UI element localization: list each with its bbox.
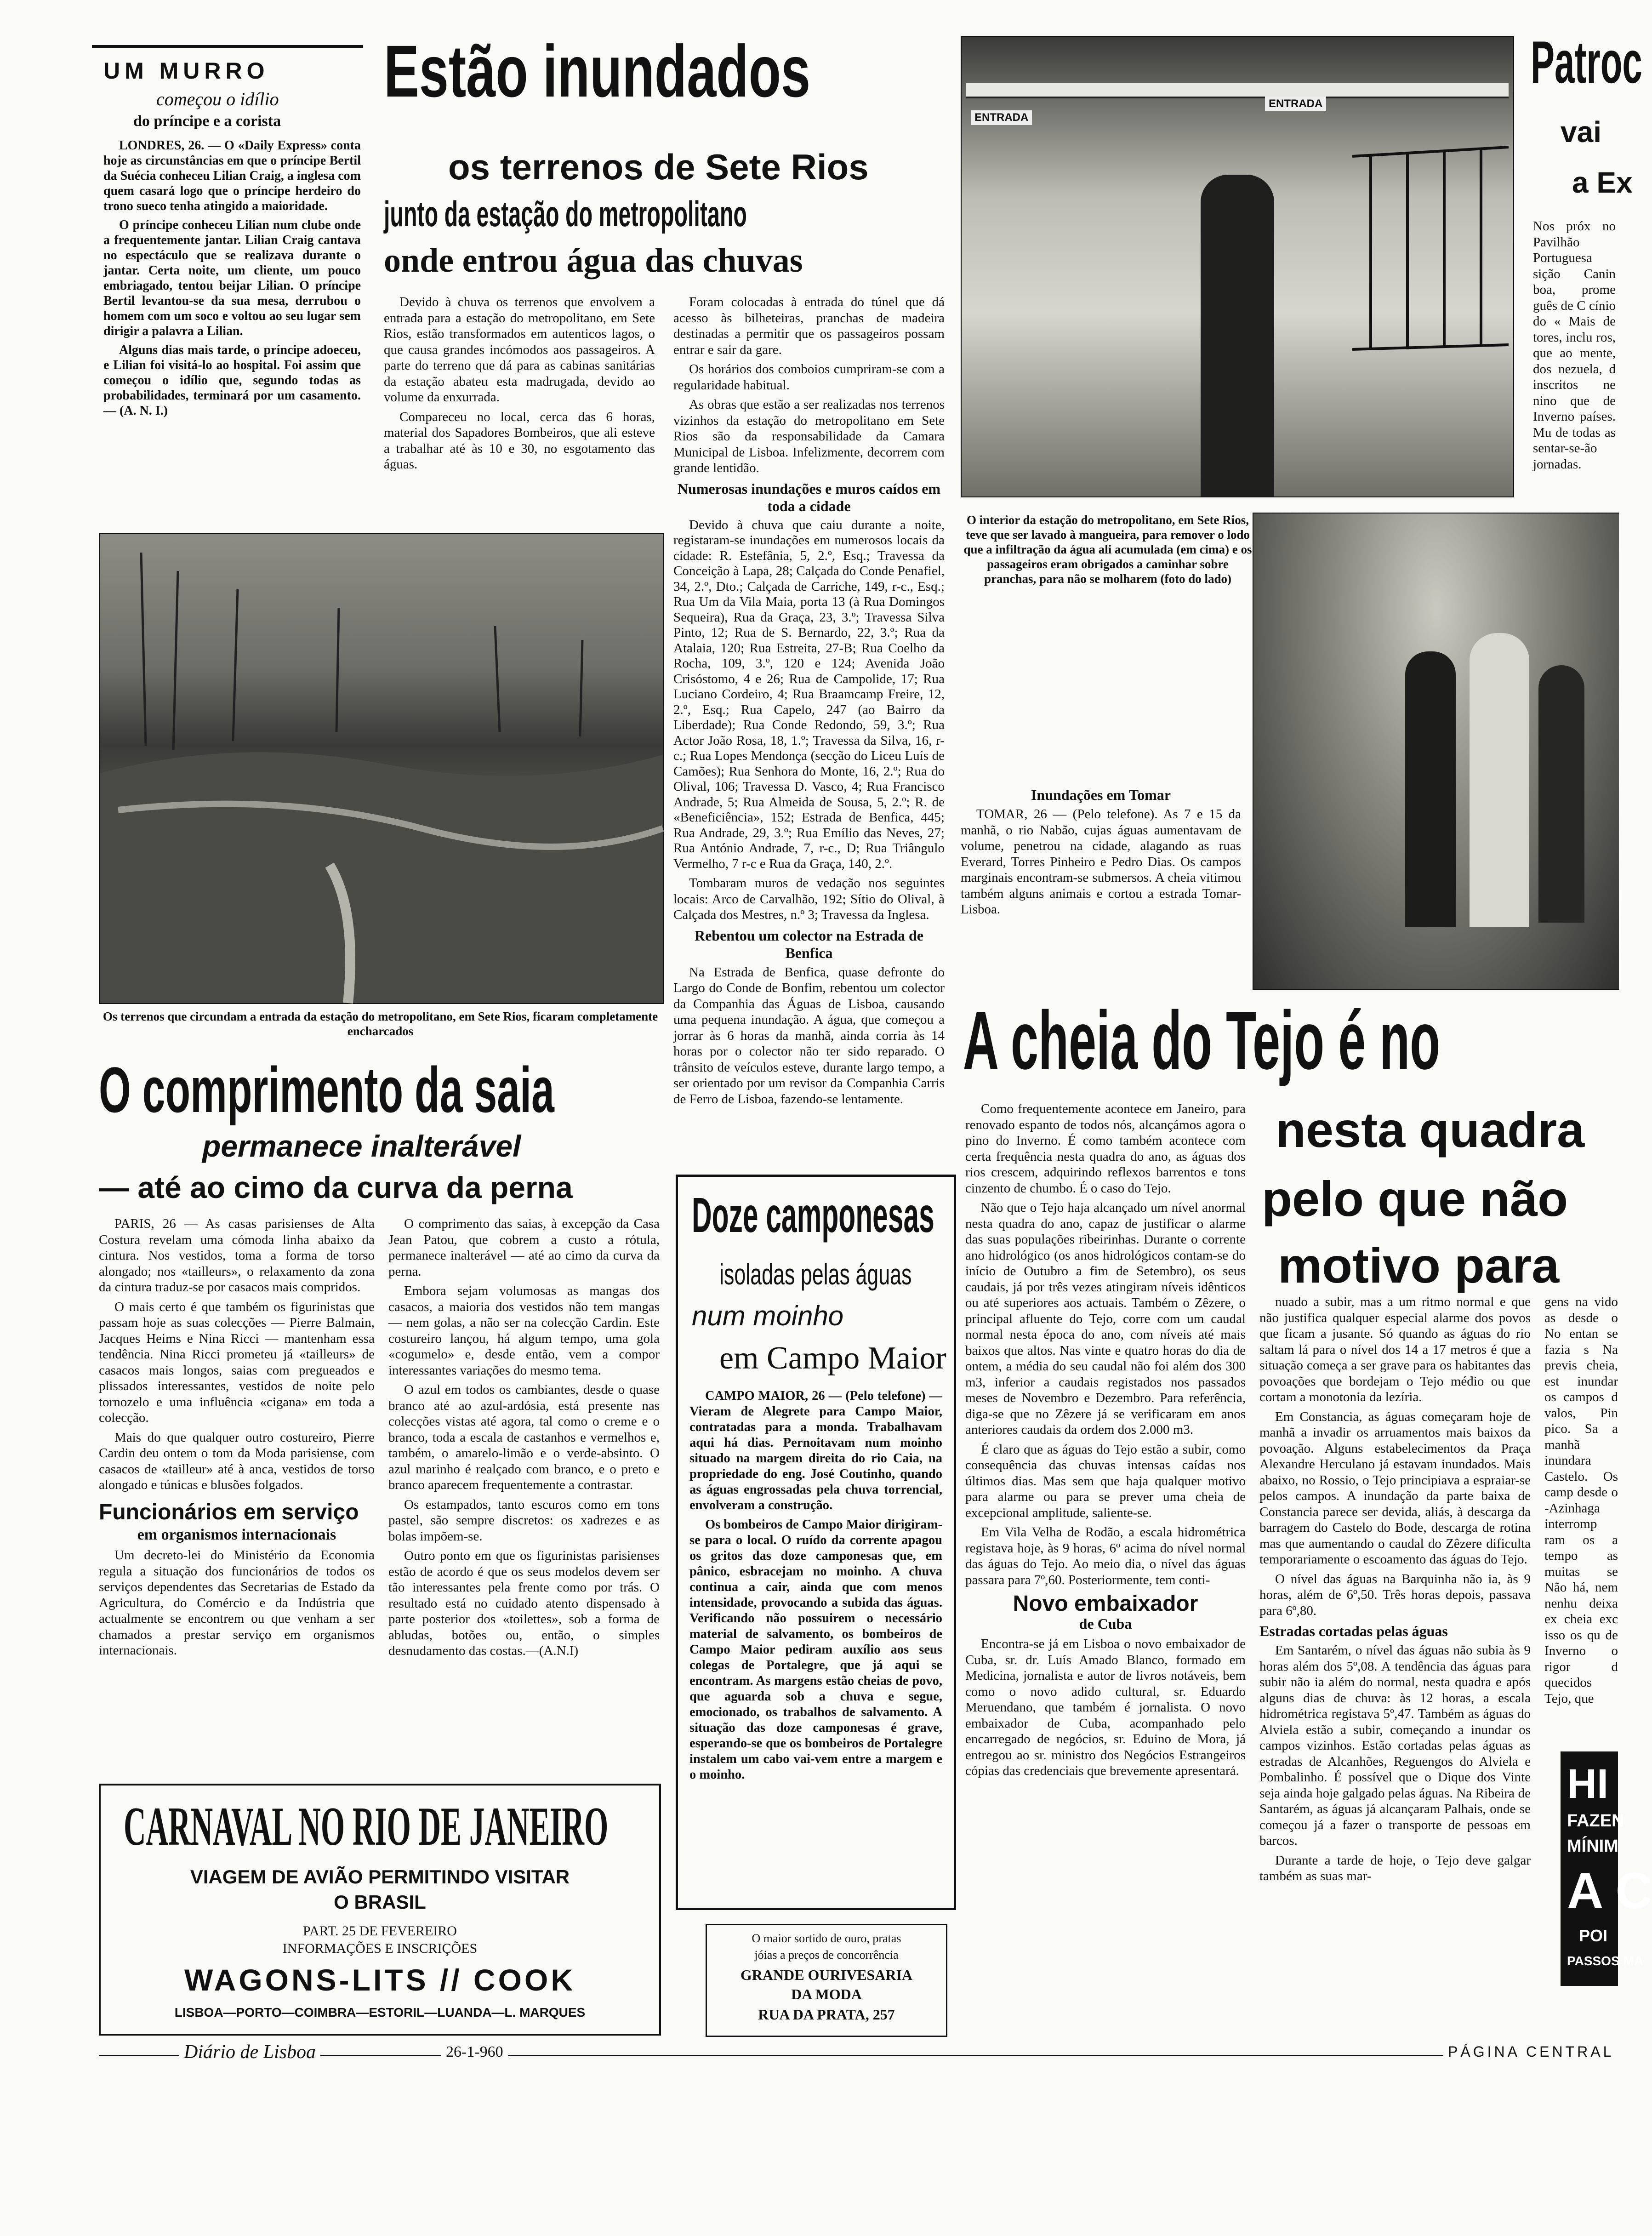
metro-sign-2: ENTRADA: [1265, 97, 1326, 111]
inundados-sub3: onde entrou água das chuvas: [384, 242, 803, 280]
inundados-paragraph: Foram colocadas à entrada do túnel que dá acesso às bilheteiras, pranchas de madeira destinadas a permitir que os passageiros possam entrar e sair da gare.: [673, 295, 945, 357]
right-ad-l3: MÍNIM: [1567, 1837, 1618, 1856]
murro-kicker: UM MURRO: [103, 58, 269, 84]
tejo-col1: [965, 1101, 1246, 1783]
saia-paragraph: Embora sejam volumosas as mangas dos casacos, a maioria dos vestidos não tem mangas — nem golas, a não ser na colecção Cardin. Este costureiro lançou, há algum tempo, uma gola «cogumelo» e, desde então, vem a compor interessantes variações do mesmo tema.: [388, 1283, 660, 1378]
passenger-figure: [1470, 633, 1529, 927]
tejo-paragraph: Como frequentemente acontece em Janeiro, para renovado espanto de todos nós, alcançámos agora o pino do Inverno. É como também acontece com certa frequência nesta quadra do ano, as águas dos rios crescem, adquirindo reflexos barrentos e tons cinzento de chumbo. É o caso do Tejo.: [965, 1101, 1246, 1196]
estradas-paragraph: Durante a tarde de hoje, o Tejo deve galgar também as suas mar-: [1259, 1853, 1531, 1883]
embaixador-sub: de Cuba: [1079, 1615, 1132, 1632]
right-edge-ad[interactable]: [1561, 1751, 1652, 1986]
inundados-sub2: junto da estação do metropolitano: [384, 194, 747, 234]
terrain-photo: [99, 533, 664, 1004]
carnaval-cities: LISBOA—PORTO—COIMBRA—ESTORIL—LUANDA—L. MARQUES: [174, 2005, 586, 2019]
passenger-figure: [1405, 651, 1456, 927]
carnaval-line2: O BRASIL: [334, 1891, 426, 1913]
saia-sub1: permanece inalterável: [202, 1129, 521, 1163]
tomar-paragraph: TOMAR, 26 — (Pelo telefone). As 7 e 15 da manhã, o rio Nabão, cujas águas aumentavam de volume, penetrou na cidade, alagando as ruas Everard, Torres Pinheiro e Pedro Dias. Os campos marginais encontram-se submersos. A cheia vitimou também alguns animais e cortou a estrada Tomar-Lisboa.: [961, 807, 1241, 917]
saia-paragraph: O azul em todos os cambiantes, desde o quase branco até ao azul-ardósia, está presente nas colecções vistas até agora, tal como o creme e o branco, toda a escala de castanhos e vermelhos e, também, o amarelo-limão e o verde-absinto. O azul marinho é realçado com branco, e o preto e branco aparecem frequentemente a contrastar.: [388, 1382, 660, 1492]
terrain-photo-art: [100, 534, 663, 1003]
tejo-paragraph: Em Vila Velha de Rodão, a escala hidrométrica registava hoje, às 9 horas, 6º acima do nível normal das águas do Tejo. Ao meio dia, o nível das águas passara para 7º,60. Posteriormente, tem conti-: [965, 1525, 1246, 1587]
tejo-sub1: nesta quadra: [1276, 1102, 1585, 1158]
murro-paragraph: Alguns dias mais tarde, o príncipe adoeceu, e Lilian foi visitá-lo ao hospital. Foi assim que começou o idílio que, segundo todas as probabilidades, terminará por um casamento. — (A. N. I.): [103, 343, 361, 418]
tejo-col2: [1259, 1294, 1531, 1888]
saia-paragraph: Os estampados, tanto escuros como em tons pastel, são sempre discretos: os xadrezes e as bolas impõem-se.: [388, 1497, 660, 1544]
right-ad-l6: PASSOS MA: [1567, 1954, 1643, 1968]
passenger-figure: [1538, 665, 1584, 923]
metro-sign-1: ENTRADA: [971, 110, 1032, 125]
saia-paragraph: Outro ponto em que os figurinistas parisienses estão de acordo é que os seus modelos devem ser tão interessantes pela frente como por trás. O resultado está no cuidado atento dispensado à parte posterior dos «toilettes», sob a forma de abludas, botões ou, então, o simples desnudamento das costas.—(A.N.I): [388, 1548, 660, 1658]
tejo-paragraph: Em Constancia, as águas começaram hoje de manhã a invadir os arruamentos mais baixos da povoação. Alguns estabelecimentos da Praça Alexandre Herculano já estavam inundados. Mais abaixo, no Rossio, o Tejo principiava a espraiar-se pelos campos. A inundação da parte baixa de Constancia parece ser devida, aliás, à descarga da barragem do Castelo do Bode, descarga de rotina mas que aumentando o caudal do Zêzere dificulta temporariamente o escoamento das águas do Tejo.: [1259, 1409, 1531, 1567]
saia-sub2: — até ao cimo da curva da perna: [99, 1170, 573, 1204]
ourives-name1: GRANDE OURIVESARIA: [740, 1967, 913, 1983]
camponesas-h4: em Campo Maior: [719, 1340, 946, 1376]
patroc-h2: vai: [1561, 115, 1601, 148]
camponesas-h2: isoladas pelas águas: [719, 1258, 912, 1291]
patroc-h1: Patroc: [1531, 29, 1642, 96]
carnaval-line1: VIAGEM DE AVIÃO PERMITINDO VISITAR: [190, 1866, 570, 1888]
patroc-paragraph: Nos próx no Pavilhão Portuguesa sição Canin boa, prome guês de C cínio do « Mais de tores, inclu ros, que ao mente, dos nezuela, d inscritos ne nino que de Inverno países. Mu de todas as sentar-se-ão jornadas.: [1533, 219, 1616, 472]
camponesas-h3: num moinho: [692, 1301, 844, 1331]
right-ad-l1: HI: [1567, 1761, 1608, 1807]
muros-paragraph: Tombaram muros de vedação nos seguintes locais: Arco de Carvalhão, 192; Sítio do Olival, à Calçada dos Mestres, n.º 3; Travessa da Inglesa.: [673, 876, 945, 922]
murro-title-1: começou o idílio: [156, 89, 279, 109]
inundados-col1: [384, 294, 655, 476]
metro-worker: [1201, 175, 1274, 496]
patroc-text: [1533, 218, 1616, 494]
ourives-name2: DA MODA: [791, 1986, 862, 2002]
carnaval-line3: PART. 25 DE FEVEREIRO: [303, 1923, 457, 1939]
tejo-sub3: motivo para: [1278, 1238, 1560, 1293]
saia-paragraph: O mais certo é que também os figurinistas que passam hoje as suas colecções — Pierre Balmain, Jacques Heims e Nina Ricci — mantenham essa tendência. Nina Ricci prometeu já «tailleurs» de casacos mais longos, saias com pregueados e plissados interessantes, vestidos de noite pelo tornozelo e uma influência «cigana» em toda a colecção.: [99, 1299, 375, 1425]
carnaval-brand: WAGONS-LITS // COOK: [184, 1963, 575, 1997]
colector-continuation: [961, 671, 1241, 921]
saia-paragraph: Mais do que qualquer outro costureiro, Pierre Cardin deu ontem o tom da Moda parisiense, com casacos de «tailleur» até à anca, vestidos de torso alongado e túnicas e blusões folgados.: [99, 1430, 375, 1492]
metro-interior-photo: [961, 36, 1514, 497]
right-ad-l4: A C: [1567, 1863, 1652, 1919]
inundados-paragraph: Os horários dos comboios cumpriram-se com a regularidade habitual.: [673, 362, 945, 393]
terrain-caption: Os terrenos que circundam a entrada da estação do metropolitano, em Sete Rios, ficaram completamente encharcados: [103, 1010, 658, 1038]
inundados-sub1: os terrenos de Sete Rios: [448, 147, 869, 187]
metro-railing: [1352, 129, 1509, 359]
carnaval-title: CARNAVAL NO RIO DE JANEIRO: [124, 1796, 609, 1857]
footer-masthead: Diário de Lisboa: [179, 2041, 320, 2063]
camponesas-paragraph: Os bombeiros de Campo Maior dirigiram-se para o local. O ruído da corrente apagou os gritos das doze camponesas que, em pânico, esbracejam no moinho. A chuva continua a cair, ainda que com menos intensidade, provocando a subida das águas. Verificando não possuirem o necessário material de salvamento, os bombeiros de Campo Maior pediram auxílio aos seus colegas de Portalegre, que já aqui se encontram. As margens estão cheias de povo, que aguarda sob a chuva e segue, emocionado, os trabalhos de salvamento. A situação das doze camponesas é grave, esperando-se que os bombeiros de Portalegre instalem um cabo vai-vem entre a margem e o moinho.: [689, 1517, 942, 1782]
estradas-heading: Estradas cortadas pelas águas: [1259, 1623, 1448, 1639]
embaixador-paragraph: Encontra-se já em Lisboa o novo embaixador de Cuba, sr. dr. Luís Amado Blanco, formado em Medicina, jornalista e autor de livros notáveis, bem como o novo adido cultural, sr. Eduardo Meruendano, que também é jornalista. O novo embaixador de Cuba, acompanhado pelo encarregado de negócios, sr. Eduino de Mora, já entregou ao sr. ministro dos Negócios Estrangeiros cópias das credenciais que brevemente apresentará.: [965, 1637, 1246, 1778]
funcionarios-sub: em organismos internacionais: [137, 1526, 336, 1543]
camponesas-h1: Doze camponesas: [692, 1187, 934, 1243]
saia-col2: [388, 1216, 660, 1663]
estradas-paragraph: Em Santarém, o nível das águas não subia às 9 horas além dos 5º,08. A tendência das águas para subir não ia além do normal, nesta quadra e após alguns dias de chuva: às 12 horas, a escala hidrométrica registava 5º,47. Também as águas do Alviela estão a subir, começando a inundar os campos vizinhos. Estão cortadas pelas águas as estradas de Alcanhões, Reguengos do Alviela e Pombalinho. É possível que o Dique dos Vinte seja ainda hoje galgado pelas águas. Na Ribeira de Santarém, as águas já alcançaram Palhais, onde se começou já a fazer o transporte de pessoas em barcos.: [1259, 1643, 1531, 1848]
passengers-photo: [1253, 513, 1619, 990]
tejo-paragraph: Não que o Tejo haja alcançado um nível anormal nesta quadra do ano, capaz de justificar o alarme das suas populações ribeirinhas. Durante o corrente ano hidrológico (os anos hidrológicos contam-se do início de Outubro a fim de Setembro), os seus caudais, já por três vezes atingiram níveis idênticos ou até superiores aos actuais. Também o Zêzere, o principal afluente do Tejo, corre com um caudal normal nesta época do ano, com níveis até mais baixos que altos. Nas vinte e quatro horas do dia de ontem, a média do seu caudal não foi além dos 300 m3, inferior a caudais registados nos passados meses de Novembro e Dezembro. Para referência, diga-se que no Zêzere já se verificaram em anos anteriores caudais da ordem dos 2.000 m3.: [965, 1200, 1246, 1437]
carnaval-ad[interactable]: [99, 1784, 661, 2036]
saia-paragraph: O comprimento das saias, à excepção da Casa Jean Patou, que cobrem a custo a rótula, permanece inalterável — até ao cimo da curva da perna.: [388, 1216, 660, 1279]
ourivesaria-ad[interactable]: [706, 1924, 947, 2037]
carnaval-line4: INFORMAÇÕES E INSCRIÇÕES: [282, 1941, 478, 1956]
camponesas-paragraph: CAMPO MAIOR, 26 — (Pelo telefone) — Vieram de Alegrete para Campo Maior, contratadas para a monda. Trabalhavam aqui há dias. Pernoitavam num moinho situado na margem direita do rio Caia, na propriedade do eng. José Coutinho, quando as águas engrossadas pela chuva torrencial, envolveram a construção.: [689, 1389, 942, 1512]
colector-heading: Rebentou um colector na Estrada de Benfica: [694, 927, 924, 961]
inundados-col2: [673, 294, 945, 1107]
murro-title-2: do príncipe e a corista: [133, 113, 281, 130]
tejo-paragraph: O nível das águas na Barquinha não ia, às 9 horas, além de 6º,50. Três horas depois, passava para 6º,80.: [1259, 1571, 1531, 1618]
inundados-paragraph: As obras que estão a ser realizadas nos terrenos vizinhos da estação do metropolitano em Sete Rios são da responsabilidade da Camara Municipal de Lisboa. Infelizmente, decorrem com grande lentidão.: [673, 397, 945, 475]
saia-paragraph: PARIS, 26 — As casas parisienses de Alta Costura revelam uma cómoda linha abaixo da cintura. Nos vestidos, toma a forma de torso alongado; nos «tailleurs», o relaxamento da zona da cintura traduz-se por casacos mais compridos.: [99, 1216, 375, 1295]
funcionarios-paragraph: Um decreto-lei do Ministério da Economia regula a situação dos funcionários de todos os serviços dependentes das Secretarias de Estado da Agricultura, do Comércio e da Indústria que actualmente se encontrem ou que venham a ser chamados a prestar serviço em organismos internacionais.: [99, 1548, 375, 1658]
colector-paragraph: Na Estrada de Benfica, quase defronte do Largo do Conde de Bonfim, rebentou um colector da Companhia das Águas de Lisboa, causando uma pequena inundação. A água, que começou a jorrar às 6 horas da manhã, ainda corria às 14 horas por o colector não ter sido reparado. O trânsito de veículos esteve, durante largo tempo, a ser orientado por um revisor da Companhia Carris de Ferro de Lisboa, fazendo-se lentamente.: [673, 964, 945, 1107]
tejo-paragraph: É claro que as águas do Tejo estão a subir, como consequência das chuvas intensas caídas nos últimos dias. Mas sem que haja qualquer motivo para alarme ou para se prever uma cheia de excepcional amplitude, saliente-se.: [965, 1442, 1246, 1520]
ourives-line2: jóias a preços de concorrência: [754, 1948, 899, 1962]
footer-date: 26-1-960: [441, 2043, 508, 2061]
murro-body: [103, 138, 361, 422]
right-ad-l5: POI: [1579, 1926, 1608, 1945]
right-ad-l2: FAZEN: [1567, 1811, 1624, 1831]
metro-ceiling-band: [966, 83, 1509, 98]
tejo-sub2: pelo que não: [1262, 1171, 1568, 1226]
footer-rule: [99, 2055, 1618, 2056]
ourives-addr: RUA DA PRATA, 257: [758, 2006, 895, 2023]
metro-caption: O interior da estação do metropolitano, em Sete Rios, teve que ser lavado à mangueira, para remover o lodo que a infiltração da água ali acumulada (em cima) e os passageiros eram obrigados a caminhar sobre pranchas, para não se molharem (foto do lado): [963, 513, 1252, 586]
funcionarios-heading: Funcionários em serviço: [99, 1500, 359, 1524]
footer-page: PÁGINA CENTRAL: [1443, 2043, 1618, 2060]
camponesas-box: [676, 1175, 956, 1910]
saia-col1: [99, 1216, 375, 1662]
murro-paragraph: O príncipe conheceu Lilian num clube onde a frequentemente jantar. Lilian Craig cantava no espectáculo que se realizava durante o jantar. Certa noite, um cliente, um pouco embriagado, tentou beijar Lilian. O príncipe Bertil levantou-se da sua mesa, derrubou o homem com um soco e voltou ao seu lugar sem dirigir a palavra a Lilian.: [103, 218, 361, 338]
inundacoes-list: Devido à chuva que caiu durante a noite, registaram-se inundações em numerosos locais da cidade: R. Estefânia, 5, 2.º, Esq.; Travessa da Conceição à Lapa, 28; Calçada do Conde Penafiel, 34, 2.º, Dto.; Calçada de Carriche, 149, r-c., Esq.; Rua Um da Vila Maia, porta 13 (à Rua Domingos Sequeira), Rua da Graça, 23, 3.º; Travessa Silva Pinto, 12; Rua de S. Bernardo, 22, 3.º; Rua da Atalaia, 120; Rua Estreita, 27-B; Rua Coelho da Rocha, 109, 3.º, 120 e 124; Avenida João Crisóstomo, 4 e 26; Rua de Campolide, 17; Rua Luciano Cordeiro, 4; Rua Braamcamp Freire, 12, 2.º, Esq.; Rua Capelo, 247 (ao Bairro da Liberdade); Rua Conde Redondo, 59, 3.º; Rua Actor João Rosa, 18, 1.º; Travessa da Silva, 16, r-c.; Rua Lopes Mendonça (secção do Liceu Luís de Camões); Rua Senhora do Monte, 16, 2.º; Rua do Olival, 106; Travessa D. Vasco, 4; Rua Francisco Andrade, 5; Rua Almeida de Sousa, 5, 2.º; R. de «Beneficiência», 152; Estrada de Benfica, 445; Rua Andrade, 29, 3.º; Rua Emílio das Neves, 27; Rua António Andrade, 7, r-c., D; Rua Triângulo Vermelho, 7 r-c e Rua da Graça, 140, 2.º.: [673, 517, 945, 871]
tejo-col3: [1544, 1294, 1618, 1735]
saia-headline: O comprimento da saia: [99, 1054, 554, 1126]
inundados-paragraph: Compareceu no local, cerca das 6 horas, material dos Sapadores Bombeiros, que ali esteve a trabalhar até às 10 e 30, no esgotamento das águas.: [384, 409, 655, 472]
inundados-headline: Estão inundados: [384, 30, 811, 112]
murro-top-rule: [92, 45, 363, 48]
ourives-line1: O maior sortido de ouro, pratas: [752, 1932, 901, 1945]
inundados-paragraph: Devido à chuva os terrenos que envolvem a entrada para a estação do metropolitano, em Sete Rios, estão transformados em autenticos lagos, o que causa grandes incómodos aos passageiros. A parte do terreno que dá para as cabinas sanitárias da estação abateu esta madrugada, devido ao volume da enxurrada.: [384, 295, 655, 405]
patroc-h3: a Ex: [1572, 166, 1633, 199]
tejo-paragraph: nuado a subir, mas a um ritmo normal e que não justifica qualquer especial alarme dos povos que ficam a jusante. Só quando as águas do rio saltam lá para o nível dos 14 a 17 metros é que a situação começa a ser grave para os habitantes das povoações que bordejam o Tejo médio ou que cortam a monotonia da lezíria.: [1259, 1295, 1531, 1404]
inundacoes-heading: Numerosas inundações e muros caídos em toda a cidade: [677, 480, 941, 514]
tejo-headline: A cheia do Tejo é no: [963, 994, 1441, 1087]
embaixador-heading: Novo embaixador: [1013, 1591, 1198, 1616]
tomar-heading: Inundações em Tomar: [1031, 787, 1171, 803]
camponesas-body: [689, 1388, 942, 1786]
tejo-paragraph: gens na vido as desde o No entan se fazia s Na previs cheia, est inundar os campos d valos, Pin pico. Sa a manhã inundara Castelo. Os camp desde o -Azinhaga interromp ram os a tempo as muitas se Não há, nem nenhu deixa ex cheia exc isso os qu de Inverno o rigor d quecidos Tejo, que: [1544, 1295, 1618, 1706]
murro-paragraph: LONDRES, 26. — O «Daily Express» conta hoje as circunstâncias em que o príncipe Bertil da Suécia conheceu Lilian Craig, a inglesa com quem casará logo que o príncipe herdeiro do trono sueco tenha atingido a maioridade.: [103, 138, 361, 213]
